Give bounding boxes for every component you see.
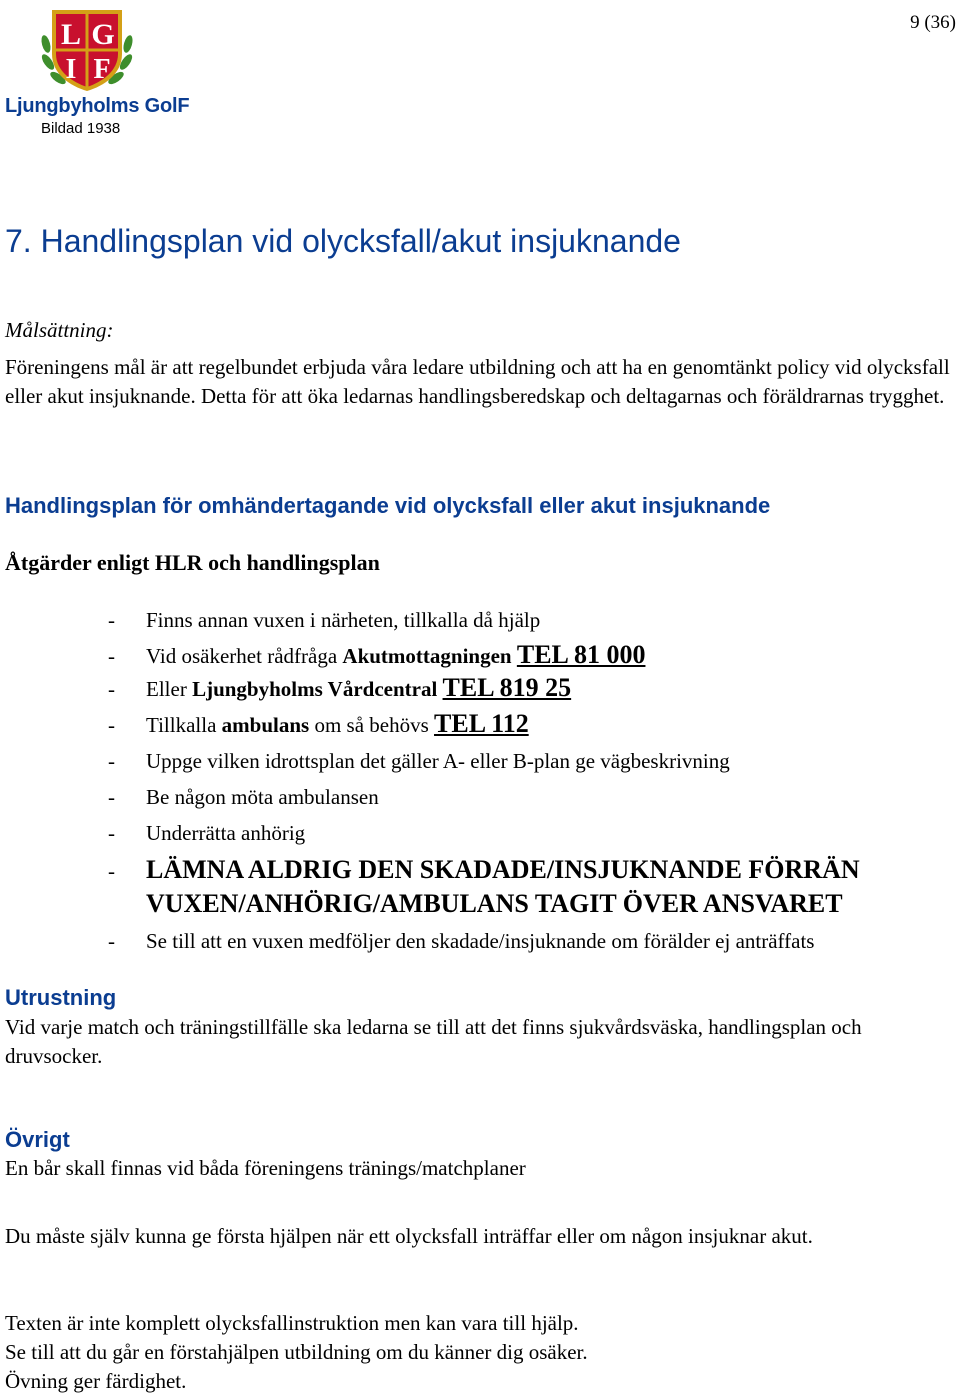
- club-subtitle: Bildad 1938: [41, 120, 121, 137]
- list-item: [108, 749, 956, 774]
- list-dash: -: [108, 677, 115, 701]
- other-paragraph: [5, 1309, 935, 1396]
- plan-heading: Handlingsplan för omhändertagande vid olycksfall eller akut insjuknande: [5, 493, 771, 518]
- other-line: Övning ger färdighet.: [5, 1369, 187, 1393]
- logo-letter-i: I: [65, 54, 77, 85]
- phone-number: TEL 819 25: [442, 673, 572, 702]
- list-item: [108, 640, 956, 670]
- phone-number: TEL 112: [434, 709, 529, 738]
- list-dash: -: [108, 929, 115, 953]
- list-item-text: Finns annan vuxen i närheten, tillkalla då hjälp: [146, 608, 541, 632]
- other-paragraph: En bår skall finnas vid båda föreningens tränings/matchplaner: [5, 1156, 526, 1180]
- club-logo: [38, 6, 136, 92]
- plan-subheading: Åtgärder enligt HLR och handlingsplan: [5, 550, 380, 575]
- list-dash: -: [108, 644, 115, 668]
- logo-letter-f: F: [93, 54, 111, 85]
- list-dash: -: [108, 608, 115, 632]
- other-line: Se till att du går en förstahjälpen utbildning om du känner dig osäker.: [5, 1340, 588, 1364]
- list-item: [108, 709, 956, 739]
- phone-number: TEL 81 000: [516, 640, 646, 669]
- list-item-text: Underrätta anhörig: [146, 821, 306, 845]
- equipment-heading: Utrustning: [5, 985, 117, 1010]
- list-dash: -: [108, 713, 115, 737]
- other-heading: Övrigt: [5, 1127, 70, 1152]
- list-dash: -: [108, 859, 115, 883]
- logo-letter-g: G: [91, 18, 115, 51]
- list-item-text: Uppge vilken idrottsplan det gäller A- eller B-plan ge vägbeskrivning: [146, 749, 730, 773]
- list-item-text: Vid osäkerhet rådfråga Akutmottagningen TEL 81 000: [146, 640, 646, 669]
- list-item: [108, 785, 956, 810]
- other-paragraph: Du måste själv kunna ge första hjälpen när ett olycksfall inträffar eller om någon insjuknar akut.: [5, 1224, 813, 1248]
- page-number: 9 (36): [910, 12, 956, 33]
- list-dash: -: [108, 821, 115, 845]
- list-item-text: Se till att en vuxen medföljer den skadade/insjuknande om förälder ej anträffats: [146, 929, 815, 953]
- list-item: [108, 673, 956, 703]
- health-center: Ljungbyholms Vårdcentral: [192, 677, 438, 701]
- ambulance: ambulans: [221, 713, 310, 737]
- warning-text: LÄMNA ALDRIG DEN SKADADE/INSJUKNANDE FÖRRÄN VUXEN/ANHÖRIG/AMBULANS TAGIT ÖVER ANSVARET: [146, 855, 860, 918]
- list-item: [108, 821, 956, 846]
- equipment-text: Vid varje match och träningstillfälle ska ledarna se till att det finns sjukvårdsväska, handlingsplan och druvsocker.: [5, 1015, 862, 1068]
- list-item-text: Eller Ljungbyholms Vårdcentral TEL 819 25: [146, 673, 572, 702]
- list-item-text: Be någon möta ambulansen: [146, 785, 379, 809]
- goal-label: Målsättning:: [5, 318, 114, 342]
- section-title: 7. Handlingsplan vid olycksfall/akut insjuknande: [5, 223, 681, 259]
- list-item: [108, 853, 956, 921]
- list-dash: -: [108, 749, 115, 773]
- list-item-text: Tillkalla ambulans om så behövs TEL 112: [146, 709, 529, 738]
- goal-text: Föreningens mål är att regelbundet erbjuda våra ledare utbildning och att ha en genomtänkt policy vid olycksfall eller akut insjuknande. Detta för att öka ledarnas handlingsberedskap och deltagarnas och föräldrarnas trygghet.: [5, 355, 950, 408]
- club-name: Ljungbyholms GolF: [5, 95, 190, 117]
- logo-letter-l: L: [60, 18, 82, 51]
- other-line: Texten är inte komplett olycksfallinstruktion men kan vara till hjälp.: [5, 1311, 579, 1335]
- emergency-unit: Akutmottagningen: [342, 644, 512, 668]
- list-item: [108, 929, 956, 954]
- list-dash: -: [108, 785, 115, 809]
- list-item: [108, 608, 956, 633]
